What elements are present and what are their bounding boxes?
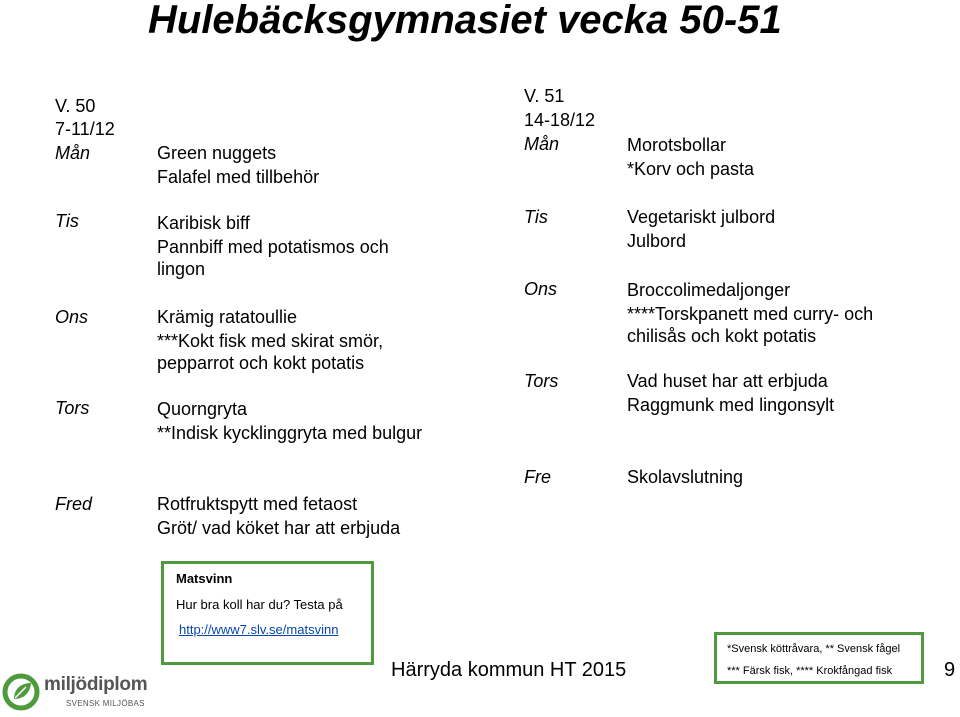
miljodiplom-leaf-icon bbox=[0, 672, 42, 712]
week51-dates: 14-18/12 bbox=[524, 110, 596, 130]
week50-thu-dish-2: **Indisk kycklinggryta med bulgur bbox=[157, 423, 423, 443]
matsvinn-heading: Matsvinn bbox=[176, 571, 233, 586]
logo-brand: miljödiplom bbox=[44, 674, 148, 695]
matsvinn-link[interactable]: http://www7.slv.se/matsvinn bbox=[179, 622, 339, 637]
matsvinn-box bbox=[161, 561, 374, 665]
week50-day-tue: Tis bbox=[55, 211, 79, 231]
week51-wed-dish-1: Broccolimedaljonger bbox=[627, 280, 791, 300]
week50-wed-dish-1: Krämig ratatoullie bbox=[157, 307, 298, 327]
week50-tue-dish-2: Pannbiff med potatismos och lingon bbox=[157, 237, 389, 279]
week51-tue-dish-2: Julbord bbox=[627, 231, 687, 251]
matsvinn-question: Hur bra koll har du? Testa på bbox=[176, 597, 343, 612]
logo-subtitle: SVENSK MILJÖBAS bbox=[66, 699, 145, 708]
week50-label: V. 50 bbox=[55, 96, 96, 116]
footer-text: Härryda kommun HT 2015 bbox=[391, 659, 627, 681]
page-number: 9 bbox=[944, 659, 956, 681]
week50-mon-dish-1: Green nuggets bbox=[157, 143, 277, 163]
page-title: Hulebäcksgymnasiet vecka 50-51 bbox=[148, 0, 782, 42]
legend-line-1: *Svensk köttråvara, ** Svensk fågel bbox=[727, 643, 901, 655]
week50-wed-dish-2: ***Kokt fisk med skirat smör, pepparrot och kokt potatis bbox=[157, 331, 384, 373]
week51-tue-dish-1: Vegetariskt julbord bbox=[627, 207, 776, 227]
week50-tue-dish-1: Karibisk biff bbox=[157, 213, 250, 233]
week51-day-mon: Mån bbox=[524, 134, 560, 154]
week51-day-wed: Ons bbox=[524, 279, 558, 299]
week51-day-tue: Tis bbox=[524, 207, 548, 227]
week51-fri-dish-1: Skolavslutning bbox=[627, 467, 744, 487]
week50-day-fri: Fred bbox=[55, 494, 93, 514]
week51-thu-dish-1: Vad huset har att erbjuda bbox=[627, 371, 828, 391]
week51-mon-dish-1: Morotsbollar bbox=[627, 135, 727, 155]
week50-thu-dish-1: Quorngryta bbox=[157, 399, 248, 419]
week51-day-fri: Fre bbox=[524, 467, 551, 487]
week50-fri-dish-1: Rotfruktspytt med fetaost bbox=[157, 494, 358, 514]
week51-thu-dish-2: Raggmunk med lingonsylt bbox=[627, 395, 835, 415]
week50-day-thu: Tors bbox=[55, 398, 90, 418]
week50-day-mon: Mån bbox=[55, 143, 91, 163]
week51-label: V. 51 bbox=[524, 86, 565, 106]
week50-mon-dish-2: Falafel med tillbehör bbox=[157, 167, 320, 187]
week50-fri-dish-2: Gröt/ vad köket har att erbjuda bbox=[157, 518, 401, 538]
week51-mon-dish-2: *Korv och pasta bbox=[627, 159, 755, 179]
legend-box bbox=[714, 632, 924, 684]
week50-dates: 7-11/12 bbox=[55, 119, 115, 139]
week50-day-wed: Ons bbox=[55, 307, 89, 327]
week51-day-thu: Tors bbox=[524, 371, 559, 391]
legend-line-2: *** Färsk fisk, **** Krokfångad fisk bbox=[727, 665, 893, 677]
week51-wed-dish-2: ****Torskpanett med curry- och chilisås och kokt potatis bbox=[627, 304, 874, 346]
miljodiplom-logo bbox=[0, 672, 170, 712]
